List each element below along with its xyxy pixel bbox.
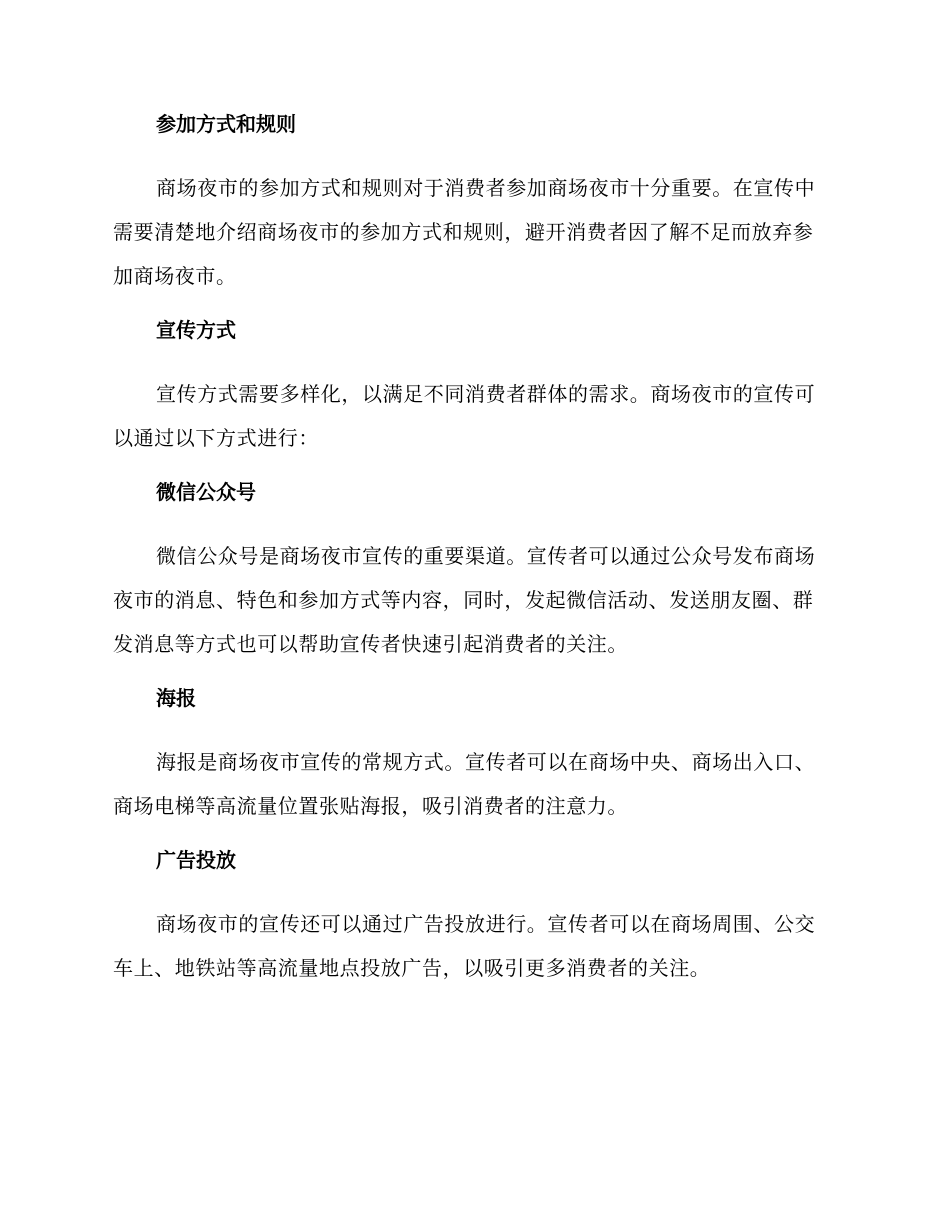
section-heading-poster: 海报 <box>156 686 196 710</box>
section-paragraph-wechat: 微信公众号是商场夜市宣传的重要渠道。宣传者可以通过公众号发布商场夜市的消息、特色和参加方式等内容，同时，发起微信活动、发送朋友圈、群发消息等方式也可以帮助宣传者快速引起消费者的关注。 <box>113 544 816 656</box>
section-paragraph-promotion: 宣传方式需要多样化，以满足不同消费者群体的需求。商场夜市的宣传可以通过以下方式进行： <box>113 382 816 450</box>
section-paragraph-poster: 海报是商场夜市宣传的常规方式。宣传者可以在商场中央、商场出入口、商场电梯等高流量位置张贴海报，吸引消费者的注意力。 <box>113 750 816 818</box>
section-heading-wechat: 微信公众号 <box>156 480 256 504</box>
section-paragraph-rules: 商场夜市的参加方式和规则对于消费者参加商场夜市十分重要。在宣传中需要清楚地介绍商场夜市的参加方式和规则，避开消费者因了解不足而放弃参加商场夜市。 <box>113 176 816 288</box>
section-paragraph-ads: 商场夜市的宣传还可以通过广告投放进行。宣传者可以在商场周围、公交车上、地铁站等高流量地点投放广告，以吸引更多消费者的关注。 <box>113 912 816 980</box>
document-body <box>113 108 833 990</box>
section-heading-promotion: 宣传方式 <box>156 318 236 342</box>
section-heading-ads: 广告投放 <box>156 848 236 872</box>
section-heading-rules: 参加方式和规则 <box>156 112 296 136</box>
